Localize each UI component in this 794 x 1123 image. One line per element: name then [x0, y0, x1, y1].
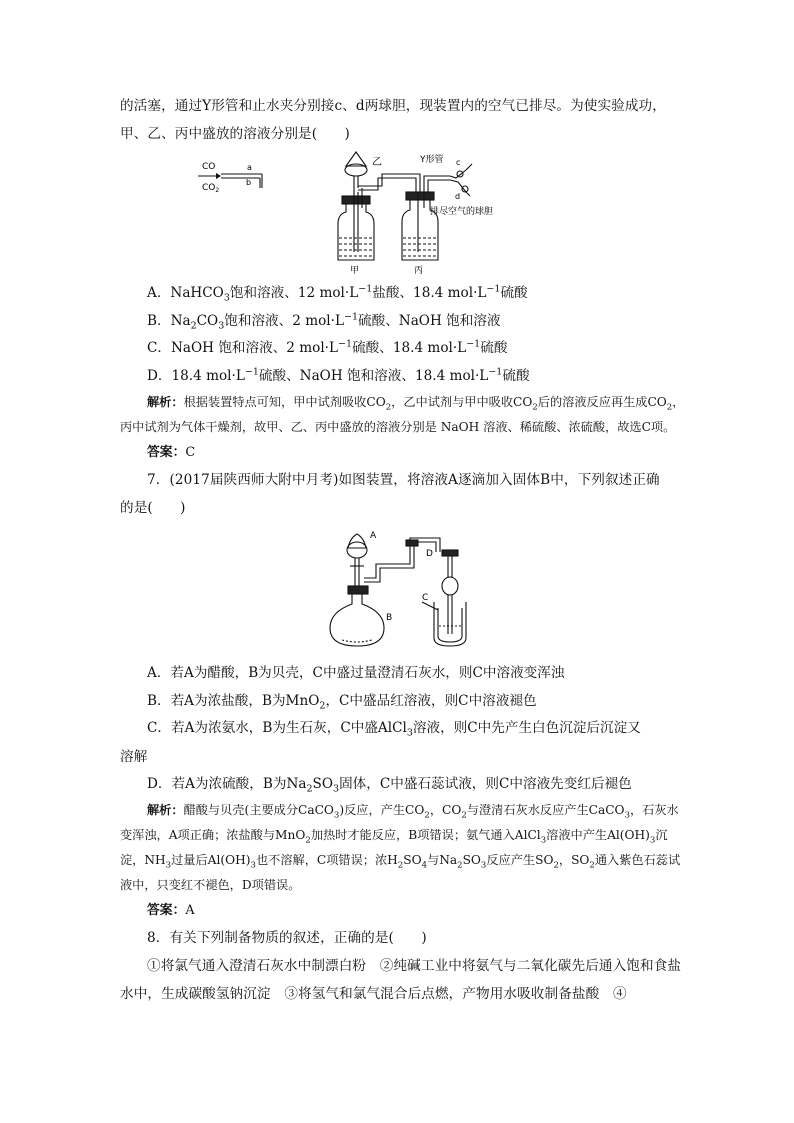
- q7-apparatus-diagram: [120, 528, 685, 650]
- label-bing: 丙: [414, 266, 424, 276]
- q7-option-c-cont: 溶解: [120, 748, 148, 765]
- q6-apparatus-diagram: [120, 152, 685, 276]
- q6-option-c: C．NaOH 饱和溶液、2 $mol\cdot L^{-1}$硫酸、18.4 $mol\cdot L^{-1}$硫酸: [147, 338, 508, 356]
- label-c-container: C: [422, 593, 429, 603]
- q6-option-d: D．18.4 $mol\cdot L^{-1}$硫酸、NaOH 饱和溶液、18.4 $mol\cdot L^{-1}$硫酸: [147, 365, 530, 384]
- q8-body: ①将氯气通入澄清石灰水中制漂白粉 ②纯碱工业中将氨气与二氧化碳先后通入饱和食盐水中，生成碳酸氢钠沉淀 ③将氢气和氯气混合后点燃，产物用水吸收制备盐酸 ④: [120, 958, 682, 1002]
- label-balloon: 排尽空气的球胆: [430, 207, 494, 217]
- label-co: CO: [202, 162, 216, 172]
- q7-option-c: C．若A为浓氨水，B为生石灰，C中盛AlCl$_3$溶液，则C中先产生白色沉淀后沉淀又: [147, 720, 641, 739]
- q7-analysis: 解析：醋酸与贝壳(主要成分CaCO$_3$)反应，产生$CO_2$，$CO_2$与澄清石灰水反应产生CaCO$_3$，石灰水变浑浊，A项正确；浓盐酸与MnO$_2$加热时才能反应，B项错误；氨气通入AlCl$_3$溶液中产生$Al(OH)_3$沉淀，$NH_3$过量后$Al(OH)_3$也不溶解，C项错误；浓$H_2SO_4$与$Na_2SO_3$反应产生$SO_2$，$SO_2$通入紫色石蕊试液中，只变红不褪色，D项错误。: [120, 803, 681, 892]
- label-jia: 甲: [350, 266, 360, 276]
- q6-answer: 答案：C: [147, 445, 196, 460]
- label-a: a: [247, 163, 252, 172]
- q8-stem: 8．有关下列制备物质的叙述，正确的是( ): [147, 930, 427, 946]
- label-a-solution: A: [370, 531, 377, 541]
- q7-option-a: A．若A为醋酸，B为贝壳，C中盛过量澄清石灰水，则C中溶液变浑浊: [147, 665, 565, 681]
- label-b-solid: B: [386, 613, 393, 623]
- label-d: d: [455, 192, 461, 201]
- q6-stem-line2: 甲、乙、丙中盛放的溶液分别是( ): [120, 126, 350, 142]
- q7-option-b: B．若A为浓盐酸，B为MnO$_2$，C中盛品红溶液，则C中溶液褪色: [147, 692, 537, 712]
- label-yi: 乙: [372, 157, 382, 168]
- q6-analysis: 解析：根据装置特点可知，甲中试剂吸收$CO_2$，乙中试剂与甲中吸收$CO_2$后的溶液反应再生成$CO_2$，丙中试剂为气体干燥剂，故甲、乙、丙中盛放的溶液分别是 NaOH 溶液、稀硫酸、浓硫酸，故选C项。: [120, 395, 685, 434]
- label-c: c: [456, 158, 461, 167]
- q7-apparatus-figure: [120, 528, 685, 650]
- q6-option-b: B．$Na_2CO_3$饱和溶液、2 $mol\cdot L^{-1}$硫酸、NaOH 饱和溶液: [147, 310, 501, 332]
- q6-option-a: A．NaHCO$_3$饱和溶液、12 $mol\cdot L^{-1}$盐酸、18.4 $mol\cdot L^{-1}$硫酸: [147, 283, 528, 304]
- q6-stem-line1: 的活塞，通过Y形管和止水夹分别接c、d两球胆，现装置内的空气已排尽。为使实验成功，: [120, 98, 666, 114]
- q7-stem-line2: 的是( ): [120, 500, 186, 516]
- label-y-tube: Y形管: [420, 155, 444, 165]
- label-b: b: [246, 178, 252, 187]
- label-co2: $CO_2$: [202, 183, 220, 194]
- q7-option-d: D．若A为浓硫酸，B为$Na_2SO_3$固体，C中盛石蕊试液，则C中溶液先变红后褪色: [147, 775, 632, 795]
- q7-answer: 答案：A: [147, 903, 195, 918]
- page-content: [120, 92, 685, 1008]
- q6-apparatus-figure: [120, 152, 685, 276]
- label-d-bulb: D: [426, 549, 433, 559]
- q7-stem-line1: 7．(2017届陕西师大附中月考)如图装置，将溶液A逐滴加入固体B中，下列叙述正确: [147, 472, 660, 488]
